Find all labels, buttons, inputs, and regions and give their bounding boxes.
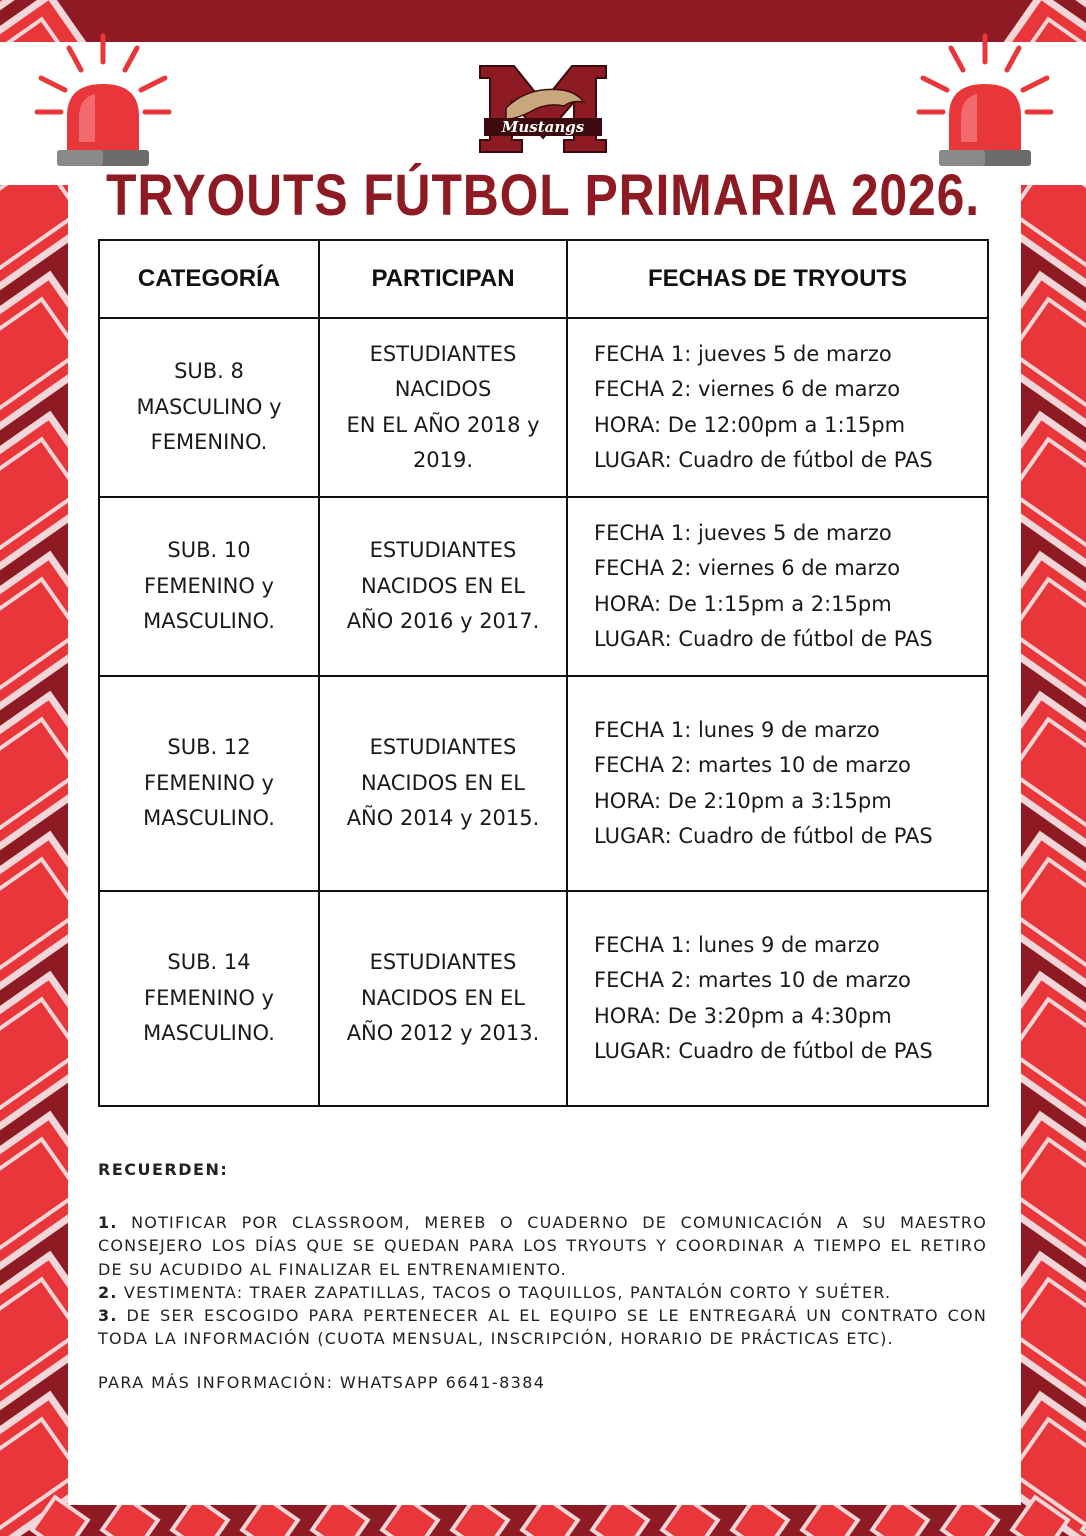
category-line: FEMENINO y: [144, 985, 274, 1010]
category-cell: [99, 891, 319, 1106]
participants-line: NACIDOS EN EL: [361, 573, 525, 598]
top-banner-bar: [203, 0, 884, 42]
tryouts-table: [98, 239, 989, 1107]
category-line: MASCULINO.: [143, 1021, 275, 1046]
dates-cell: [567, 497, 988, 676]
participants-line: EN EL AÑO 2018 y: [346, 412, 540, 437]
participants-line: AÑO 2016 y 2017.: [346, 609, 540, 634]
category-line: SUB. 12: [167, 735, 251, 760]
participants-cell: [319, 891, 567, 1106]
participants-line: AÑO 2012 y 2013.: [346, 1021, 540, 1046]
category-line: SUB. 8: [174, 359, 244, 384]
reminders-section: [98, 1160, 987, 1392]
participants-line: NACIDOS EN EL: [361, 985, 525, 1010]
category-line: FEMENINO.: [150, 430, 268, 455]
mustangs-logo: [476, 62, 610, 156]
table-header-row: [99, 240, 988, 318]
contact-info: PARA MÁS INFORMACIÓN: WHATSAPP 6641-8384: [98, 1372, 546, 1392]
date-line: FECHA 1: jueves 5 de marzo: [594, 520, 892, 545]
participants-line: ESTUDIANTES: [369, 538, 517, 563]
siren-alarm-icon: [33, 32, 173, 172]
date-line: FECHA 2: viernes 6 de marzo: [594, 377, 901, 401]
participants-line: 2019.: [412, 448, 474, 472]
location-line: LUGAR: Cuadro de fútbol de PAS: [594, 1039, 933, 1063]
list-item-text: NOTIFICAR POR CLASSROOM, MEREB O CUADERNO DE COMUNICACIÓN A SU MAESTRO CONSEJERO LOS DÍAS QUE SE QUEDAN PARA LOS TRYOUTS Y COORDINAR A TIEMPO EL RETIRO DE SU ACUDIDO AL FINALIZAR EL ENTRENAMIENTO.: [98, 1213, 987, 1279]
category-line: SUB. 10: [167, 538, 251, 563]
participants-line: NACIDOS: [394, 377, 492, 401]
time-line: HORA: De 2:10pm a 3:15pm: [594, 788, 892, 813]
time-line: HORA: De 3:20pm a 4:30pm: [594, 1003, 892, 1028]
category-line: FEMENINO y: [144, 573, 274, 598]
list-item-number: 1.: [98, 1213, 118, 1232]
location-line: LUGAR: Cuadro de fútbol de PAS: [594, 824, 933, 848]
list-item: [98, 1211, 987, 1281]
participants-line: NACIDOS EN EL: [361, 770, 525, 795]
column-header-category: CATEGORÍA: [99, 240, 319, 318]
category-line: SUB. 14: [167, 950, 251, 975]
time-line: HORA: De 12:00pm a 1:15pm: [594, 412, 906, 437]
time-line: HORA: De 1:15pm a 2:15pm: [594, 591, 892, 616]
table-row: [99, 891, 988, 1106]
list-item: [98, 1304, 987, 1351]
date-line: FECHA 1: lunes 9 de marzo: [594, 932, 880, 957]
date-line: FECHA 2: viernes 6 de marzo: [594, 556, 901, 580]
list-item-text: DE SER ESCOGIDO PARA PERTENECER AL EL EQUIPO SE LE ENTREGARÁ UN CONTRATO CON TODA LA INFORMACIÓN (CUOTA MENSUAL, INSCRIPCIÓN, HORARIO DE PRÁCTICAS ETC).: [98, 1306, 987, 1349]
page-title: TRYOUTS FÚTBOL PRIMARIA 2026.: [106, 163, 980, 228]
category-line: MASCULINO y: [136, 394, 282, 419]
category-cell: [99, 497, 319, 676]
participants-line: AÑO 2014 y 2015.: [346, 806, 540, 831]
dates-cell: [567, 318, 988, 497]
category-line: FEMENINO y: [144, 770, 274, 795]
logo-text: Mustangs: [501, 118, 585, 136]
siren-alarm-icon: [915, 32, 1055, 172]
category-cell: [99, 676, 319, 891]
participants-cell: [319, 676, 567, 891]
dates-cell: [567, 891, 988, 1106]
date-line: FECHA 2: martes 10 de marzo: [594, 968, 911, 992]
table-row: [99, 318, 988, 497]
date-line: FECHA 2: martes 10 de marzo: [594, 753, 911, 777]
list-item-number: 3.: [98, 1306, 118, 1326]
participants-line: ESTUDIANTES: [369, 950, 517, 975]
column-header-dates: FECHAS DE TRYOUTS: [567, 240, 988, 318]
dates-cell: [567, 676, 988, 891]
date-line: FECHA 1: lunes 9 de marzo: [594, 717, 880, 742]
column-header-participants: PARTICIPAN: [319, 240, 567, 318]
category-line: MASCULINO.: [143, 609, 275, 634]
list-item-text: VESTIMENTA: TRAER ZAPATILLAS, TACOS O TAQUILLOS, PANTALÓN CORTO Y SUÉTER.: [123, 1282, 892, 1302]
table-row: [99, 497, 988, 676]
category-line: MASCULINO.: [143, 806, 275, 831]
reminders-list: [98, 1211, 987, 1351]
reminders-heading: RECUERDEN:: [98, 1160, 229, 1179]
location-line: LUGAR: Cuadro de fútbol de PAS: [594, 448, 933, 472]
participants-cell: [319, 497, 567, 676]
category-cell: [99, 318, 319, 497]
participants-cell: [319, 318, 567, 497]
location-line: LUGAR: Cuadro de fútbol de PAS: [594, 627, 933, 651]
date-line: FECHA 1: jueves 5 de marzo: [594, 341, 892, 366]
participants-line: ESTUDIANTES: [369, 341, 517, 366]
list-item-number: 2.: [98, 1282, 118, 1302]
participants-line: ESTUDIANTES: [369, 735, 517, 760]
table-row: [99, 676, 988, 891]
list-item: [98, 1281, 987, 1304]
